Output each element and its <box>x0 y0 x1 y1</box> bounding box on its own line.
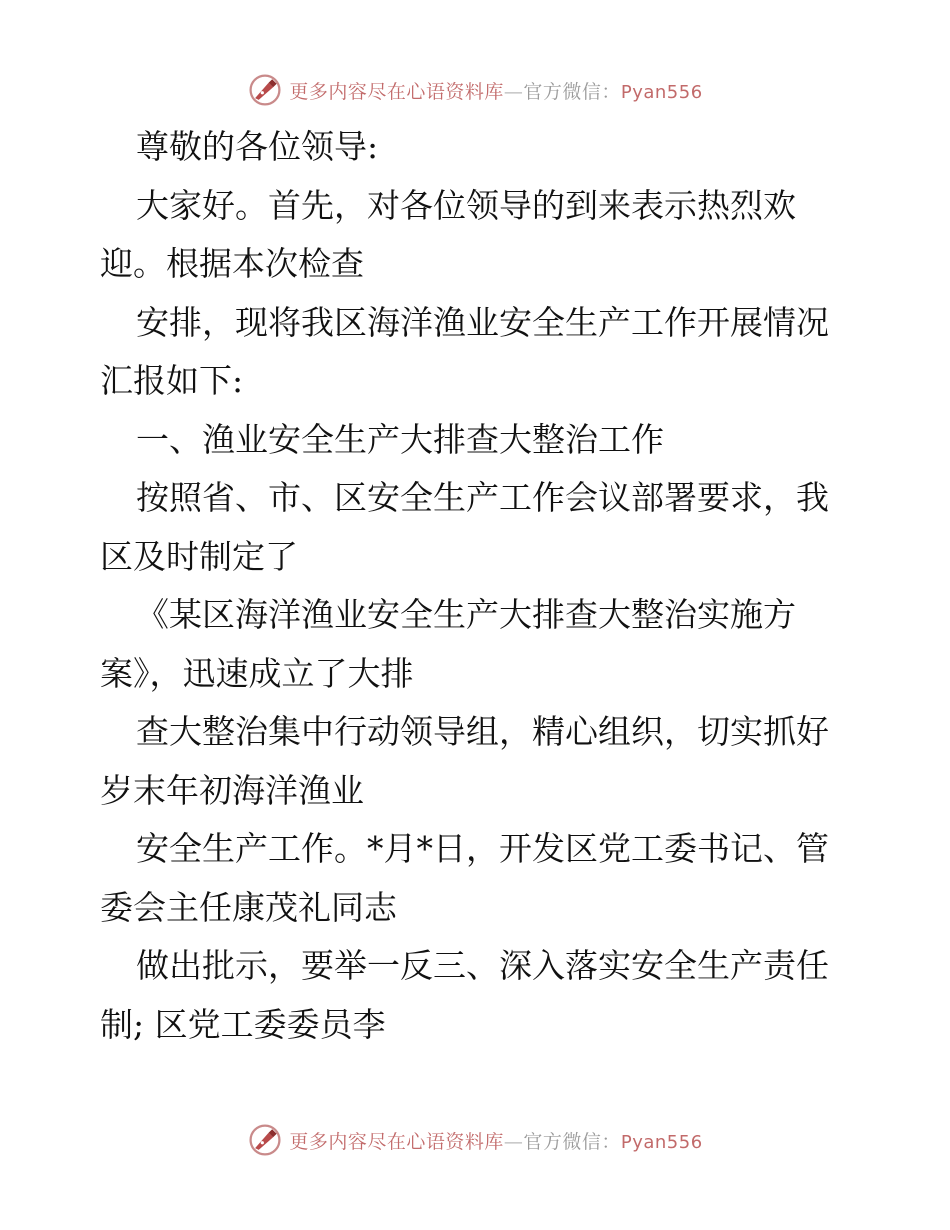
text-line: 做出批示，要举一反三、深入落实安全生产责任 <box>136 946 829 985</box>
text-line: 区及时制定了 <box>100 536 298 576</box>
text-line: 汇报如下: <box>100 361 244 400</box>
watermark-brand: 更多内容尽在心语资料库 <box>289 1130 504 1153</box>
watermark-wechat-id: Pyan556 <box>620 1131 703 1153</box>
watermark-wechat-label: 官方微信： <box>523 80 621 103</box>
text-line: 安排，现将我区海洋渔业安全生产工作开展情况 <box>136 302 829 342</box>
watermark-wechat-label: 官方微信： <box>523 1130 621 1153</box>
text-line: 尊敬的各位领导: <box>136 127 379 166</box>
document-body <box>100 118 860 1054</box>
header-watermark <box>0 70 950 110</box>
fountain-pen-logo-icon <box>247 72 283 108</box>
text-line: 《某区海洋渔业安全生产大排查大整治实施方 <box>136 595 796 634</box>
fountain-pen-logo-icon <box>247 1122 283 1158</box>
text-line: 岁末年初海洋渔业 <box>100 770 364 810</box>
watermark-separator: — <box>503 1130 524 1153</box>
watermark-separator: — <box>503 80 524 103</box>
text-line: 制; 区党工委委员李 <box>100 1004 386 1044</box>
text-line: 迎。根据本次检查 <box>100 244 364 283</box>
text-line: 按照省、市、区安全生产工作会议部署要求，我 <box>136 478 829 517</box>
text-line: 查大整治集中行动领导组，精心组织，切实抓好 <box>136 712 829 751</box>
text-line: 委会主任康茂礼同志 <box>100 887 397 927</box>
section-heading: 一、渔业安全生产大排查大整治工作 <box>136 419 664 459</box>
watermark-brand: 更多内容尽在心语资料库 <box>289 80 504 103</box>
watermark-wechat-id: Pyan556 <box>620 81 703 103</box>
footer-watermark <box>0 1120 950 1160</box>
text-line: 案》，迅速成立了大排 <box>100 653 414 693</box>
text-line: 安全生产工作。*月*日，开发区党工委书记、管 <box>136 829 829 868</box>
text-line: 大家好。首先，对各位领导的到来表示热烈欢 <box>136 185 796 225</box>
